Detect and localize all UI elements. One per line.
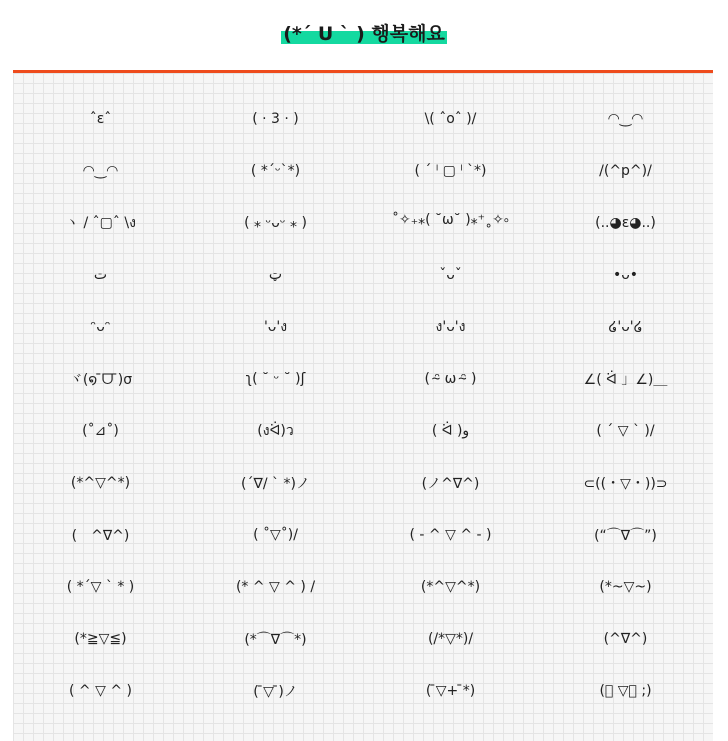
emoticon-item[interactable]: ◠‿◠ [82,163,119,179]
emoticon-item[interactable]: ( · 3 · ) [252,111,299,127]
emoticon-item[interactable]: ˚✧₊⁎( ˘ω˘ )⁎⁺˳✧༚ [392,212,509,228]
emoticon-item[interactable]: ت [93,267,108,283]
emoticon-item[interactable]: (*⌒∇⌒*) [244,632,307,648]
emoticon-item[interactable]: ( ˚▽˚)/ [253,527,298,543]
emoticon-grid [13,93,713,717]
emoticon-item[interactable]: \( ˆoˆ )/ [424,111,477,127]
emoticon-item[interactable]: ټ [268,267,283,283]
emoticon-item[interactable]: (งᐛ)ว [257,423,294,439]
emoticon-item[interactable]: (..◕ε◕..) [595,215,656,231]
emoticon-item[interactable]: (* ^ ▽ ^ ) / [235,579,316,595]
emoticon-item[interactable]: ( ⁎ ᵕᴗᵕ ⁎ ) [244,215,307,231]
emoticon-item[interactable]: (^∇^) [603,631,648,647]
emoticon-item[interactable]: /(^p^)/ [599,163,652,179]
emoticon-item[interactable]: ( ´ ˡ ▢ ˡ `*) [414,163,487,179]
emoticon-item[interactable]: ง'ᴗ'ง [435,319,466,335]
page-header [0,0,728,72]
emoticon-item[interactable]: ( ᐛ )و [431,423,470,439]
emoticon-item[interactable]: ( *´▽ ` * ) [66,579,135,595]
emoticon-item[interactable]: •ᴗ• [612,267,639,283]
emoticon-item[interactable]: ( *ˊᵕˋ*) [250,163,301,179]
emoticon-item[interactable]: (*^▽^*) [420,579,481,595]
emoticon-item[interactable]: ( ̄▽+ ̄*) [425,683,476,699]
title-wrap [0,22,728,46]
emoticon-item[interactable]: ヾ(໑ ̄ᗜ ̄)σ [68,372,133,388]
emoticon-item[interactable]: ◠‿◠ [607,111,644,127]
emoticon-item[interactable]: (/*▽*)/ [427,631,474,647]
page-title: (*´ U ` ) 행복해요 [283,23,445,45]
emoticon-item[interactable]: (ﾟ ▽ﾟ ;) [599,683,652,699]
emoticon-item[interactable]: (˚⊿˚) [82,423,119,439]
emoticon-item[interactable]: ᵔᴗᵔ [90,319,111,335]
emoticon-item[interactable]: ( ᵔ̴ ω ᵔ̴ ) [424,371,477,387]
emoticon-item[interactable]: (“⌒∇⌒”) [594,528,657,544]
emoticon-item[interactable]: ( ^∇^) [71,528,130,544]
emoticon-item[interactable]: ( ´ ▽ ` )/ [596,423,655,439]
emoticon-item[interactable]: ( - ^ ▽ ^ - ) [409,527,492,543]
emoticon-item[interactable]: ˇᴗˇ [439,267,462,283]
emoticon-item[interactable]: (´∇/ ` *)ノ [241,476,310,492]
emoticon-item[interactable]: 'ᴗ'ง [263,319,288,335]
emoticon-item[interactable]: (*≧▽≦) [74,631,127,647]
emoticon-item[interactable]: ໒'ᴗ'໒ [608,319,643,335]
emoticon-item[interactable]: (ノ^∇^) [421,476,480,492]
emoticon-item[interactable]: ( ^ ▽ ^ ) [69,683,132,699]
emoticon-item[interactable]: ⊂((・▽・))⊃ [583,476,668,492]
emoticon-item[interactable]: (*^▽^*) [70,475,131,491]
emoticon-item[interactable]: ( ̄▽ ̄)ノ [253,684,298,700]
emoticon-panel [13,73,713,741]
emoticon-item[interactable]: ʅ( ˘ ᵕ ˘ )ʃ [245,371,306,387]
emoticon-item[interactable]: ˆεˆ [89,111,112,127]
emoticon-item[interactable]: ∠( ᐛ 」∠)＿ [583,372,668,388]
emoticon-item[interactable]: (*~▽~) [599,579,652,595]
emoticon-item[interactable]: ヽ / ˆ▢ˆ \ง [65,215,136,231]
